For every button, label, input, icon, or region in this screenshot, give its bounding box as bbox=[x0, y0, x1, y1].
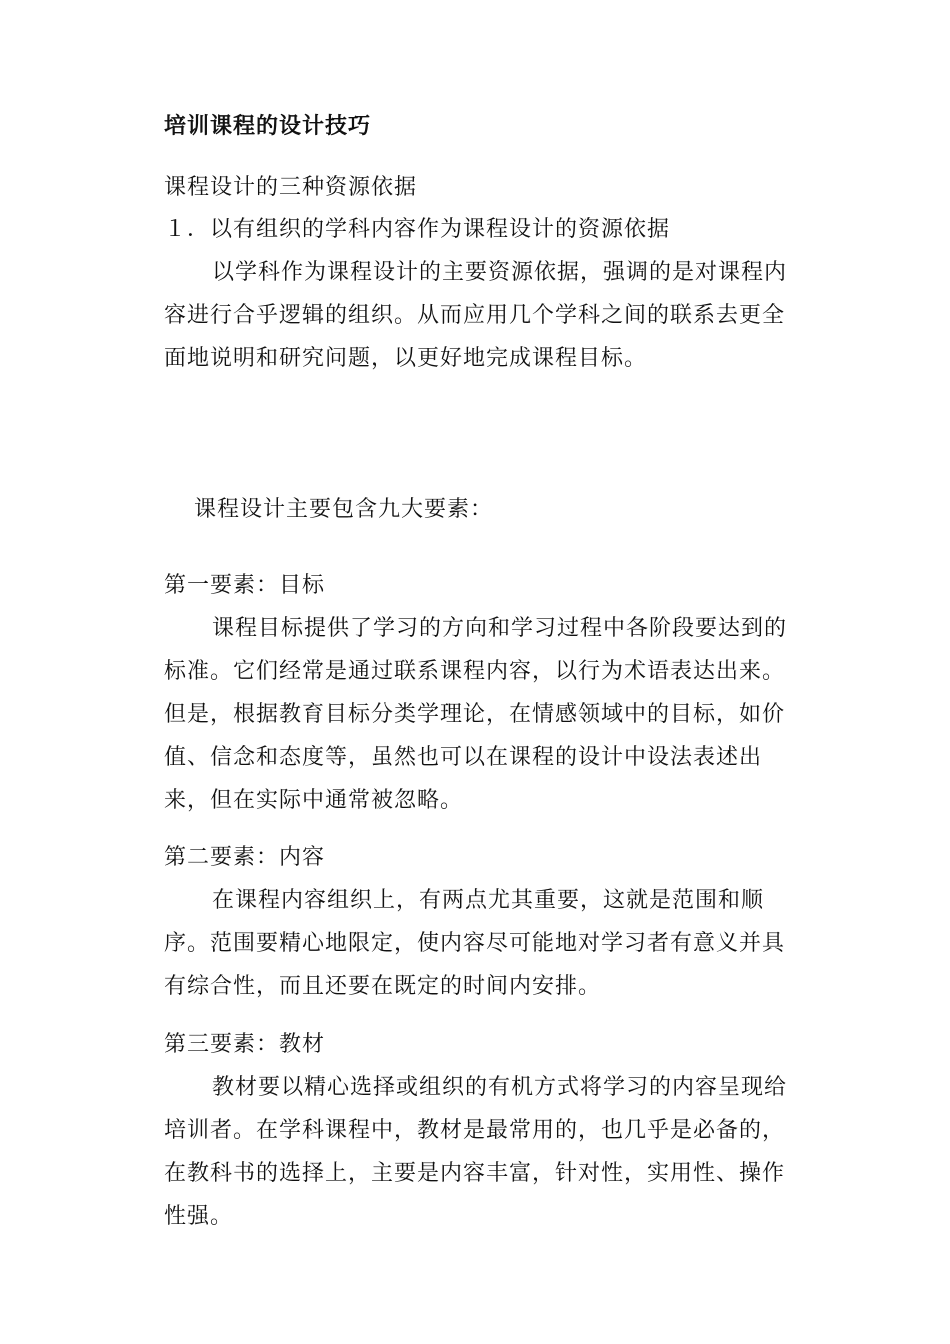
elements-intro: 课程设计主要包含九大要素： bbox=[194, 497, 494, 522]
section-2-heading: 第二要素：内容 bbox=[164, 845, 326, 870]
sources-item-1-body: 以学科作为课程设计的主要资源依据，强调的是对课程内容进行合乎逻辑的组织。从而应用几个学科之间的联系去更全面地说明和研究问题，以更好地完成课程目标。 bbox=[164, 260, 788, 371]
section-3-body: 教材要以精心选择或组织的有机方式将学习的内容呈现给培训者。在学科课程中，教材是最常用的，也几乎是必备的，在教科书的选择上，主要是内容丰富，针对性，实用性、操作性强。 bbox=[164, 1075, 788, 1229]
section-1-body: 课程目标提供了学习的方向和学习过程中各阶段要达到的标准。它们经常是通过联系课程内容，以行为术语表达出来。但是，根据教育目标分类学理论，在情感领域中的目标，如价值、信念和态度等，虽然也可以在课程的设计中设法表述出来，但在实际中通常被忽略。 bbox=[164, 616, 788, 813]
document-title: 培训课程的设计技巧 bbox=[164, 113, 372, 139]
sources-heading: 课程设计的三种资源依据 bbox=[164, 175, 418, 200]
section-1-heading: 第一要素：目标 bbox=[164, 573, 326, 598]
section-2-body: 在课程内容组织上，有两点尤其重要，这就是范围和顺序。范围要精心地限定，使内容尽可能地对学习者有意义并具有综合性，而且还要在既定的时间内安排。 bbox=[164, 888, 786, 999]
section-3-heading: 第三要素：教材 bbox=[164, 1032, 326, 1057]
sources-item-1-heading: １．以有组织的学科内容作为课程设计的资源依据 bbox=[164, 217, 671, 242]
